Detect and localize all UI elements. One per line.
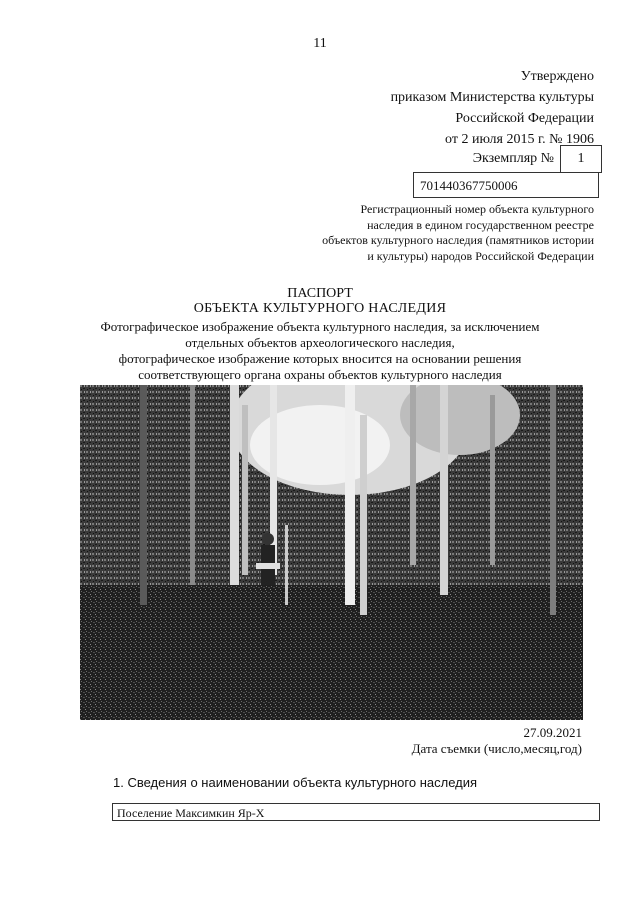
approval-block: [391, 66, 594, 150]
photo-date-caption: Дата съемки (число,месяц,год): [411, 741, 582, 756]
approval-line: от 2 июля 2015 г. № 1906: [445, 132, 594, 147]
object-name-field: Поселение Максимкин Яр-Х: [112, 803, 600, 821]
approval-line: Российской Федерации: [455, 111, 594, 126]
site-photo: [80, 385, 583, 720]
photo-description-line: отдельных объектов археологического наследия,: [185, 335, 455, 350]
photo-description: [0, 319, 640, 383]
approval-line: приказом Министерства культуры: [390, 90, 594, 105]
copy-number-row: [473, 145, 602, 173]
forest-photo-image: [80, 385, 583, 720]
section-1-heading: 1. Сведения о наименовании объекта культурного наследия: [113, 775, 478, 790]
document-title: ПАСПОРТ: [287, 286, 353, 301]
registration-note-line: объектов культурного наследия (памятников истории: [322, 233, 594, 247]
photo-description-line: Фотографическое изображение объекта культурного наследия, за исключением: [100, 319, 540, 334]
registration-note-line: и культуры) народов Российской Федерации: [367, 248, 594, 263]
copy-number-box: 1: [560, 145, 602, 173]
photo-description-line: соответствующего органа охраны объектов культурного наследия: [138, 367, 502, 382]
page-number: 11: [313, 36, 327, 51]
document-subtitle-title: ОБЪЕКТА КУЛЬТУРНОГО НАСЛЕДИЯ: [193, 301, 447, 316]
copy-number-label: Экземпляр №: [472, 151, 554, 166]
registration-note: [322, 202, 594, 264]
registration-note-line: наследия в едином государственном реестре: [367, 217, 594, 232]
photo-date: 27.09.2021: [523, 725, 582, 740]
registration-note-line: Регистрационный номер объекта культурного: [360, 202, 594, 216]
registration-number-box: 701440367750006: [413, 172, 599, 198]
approval-line: Утверждено: [520, 69, 594, 84]
photo-description-line: фотографическое изображение которых вносится на основании решения: [118, 351, 522, 366]
